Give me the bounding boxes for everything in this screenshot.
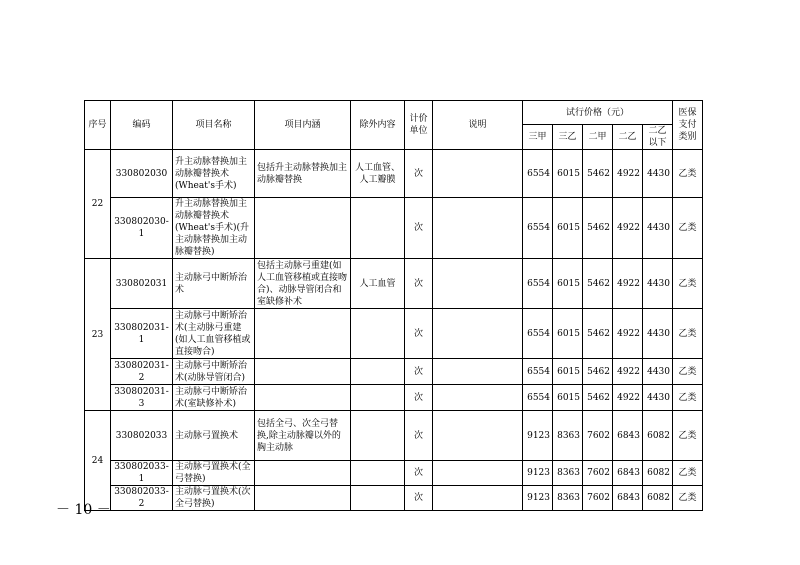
row-category: 乙类 [673, 411, 703, 461]
row-content: 包括升主动脉替换加主动脉瓣替换 [255, 150, 351, 198]
row-unit: 次 [405, 385, 433, 411]
row-code: 330802031-3 [111, 385, 173, 411]
row-excluded [351, 359, 405, 385]
row-seq: 24 [85, 411, 111, 511]
row-price-3a: 9123 [523, 461, 553, 486]
row-price-3b: 6015 [553, 309, 583, 359]
row-content [255, 486, 351, 511]
row-excluded [351, 411, 405, 461]
row-category: 乙类 [673, 309, 703, 359]
row-code: 330802031-1 [111, 309, 173, 359]
row-price-3b: 6015 [553, 385, 583, 411]
row-note [433, 259, 523, 309]
row-name: 主动脉弓置换术(全弓替换) [173, 461, 255, 486]
row-code: 330802031 [111, 259, 173, 309]
row-price-below: 4430 [643, 359, 673, 385]
row-price-2a: 5462 [583, 150, 613, 198]
row-price-2b: 6843 [613, 461, 643, 486]
row-unit: 次 [405, 259, 433, 309]
row-price-2b: 4922 [613, 259, 643, 309]
row-price-2b: 4922 [613, 385, 643, 411]
row-unit: 次 [405, 198, 433, 259]
header-unit: 计价单位 [405, 101, 433, 150]
row-price-2b: 6843 [613, 486, 643, 511]
row-category: 乙类 [673, 385, 703, 411]
row-excluded [351, 309, 405, 359]
row-price-2a: 5462 [583, 259, 613, 309]
price-table [84, 100, 703, 511]
table-row [85, 359, 703, 385]
row-category: 乙类 [673, 259, 703, 309]
header-level: 二乙 [613, 125, 643, 150]
row-note [433, 385, 523, 411]
row-price-below: 6082 [643, 411, 673, 461]
row-price-2b: 4922 [613, 359, 643, 385]
header-level: 二甲 [583, 125, 613, 150]
row-note [433, 359, 523, 385]
row-price-3a: 6554 [523, 198, 553, 259]
header-level: 三甲 [523, 125, 553, 150]
row-content: 包括全弓、次全弓替换,除主动脉瓣以外的胸主动脉 [255, 411, 351, 461]
row-code: 330802033-2 [111, 486, 173, 511]
row-price-below: 4430 [643, 259, 673, 309]
row-category: 乙类 [673, 150, 703, 198]
page-number: － 10 － [56, 502, 111, 518]
row-price-3b: 6015 [553, 259, 583, 309]
row-price-below: 4430 [643, 198, 673, 259]
row-category: 乙类 [673, 198, 703, 259]
row-unit: 次 [405, 359, 433, 385]
header-code: 编码 [111, 101, 173, 150]
table-row [85, 486, 703, 511]
header-insurance: 医保支付类别 [673, 101, 703, 150]
row-price-3a: 6554 [523, 259, 553, 309]
table-row [85, 461, 703, 486]
row-name: 主动脉弓置换术 [173, 411, 255, 461]
row-category: 乙类 [673, 461, 703, 486]
row-code: 330802031-2 [111, 359, 173, 385]
table-row [85, 150, 703, 198]
header-level: 三乙 [553, 125, 583, 150]
row-note [433, 486, 523, 511]
row-code: 330802033 [111, 411, 173, 461]
row-excluded [351, 198, 405, 259]
row-price-below: 6082 [643, 461, 673, 486]
row-price-2b: 4922 [613, 150, 643, 198]
row-price-3a: 6554 [523, 309, 553, 359]
row-price-3b: 8363 [553, 486, 583, 511]
row-price-2a: 5462 [583, 198, 613, 259]
row-price-3a: 6554 [523, 150, 553, 198]
row-note [433, 198, 523, 259]
row-unit: 次 [405, 411, 433, 461]
row-name: 主动脉弓置换术(次全弓替换) [173, 486, 255, 511]
row-price-2b: 6843 [613, 411, 643, 461]
row-content [255, 309, 351, 359]
row-content: 包括主动脉弓重建(如人工血管移植或直接吻合)、动脉导管闭合和室缺修补术 [255, 259, 351, 309]
row-price-2a: 5462 [583, 385, 613, 411]
row-price-3a: 6554 [523, 385, 553, 411]
row-seq: 23 [85, 259, 111, 411]
row-price-3b: 6015 [553, 198, 583, 259]
row-price-below: 6082 [643, 486, 673, 511]
row-content [255, 198, 351, 259]
row-name: 升主动脉替换加主动脉瓣替换术(Wheat's手术)(升主动脉替换加主动脉瓣替换) [173, 198, 255, 259]
row-code: 330802033-1 [111, 461, 173, 486]
row-note [433, 150, 523, 198]
header-price-group: 试行价格（元） [523, 101, 673, 125]
row-seq: 22 [85, 150, 111, 259]
row-category: 乙类 [673, 359, 703, 385]
row-excluded: 人工血管 [351, 259, 405, 309]
table-row [85, 385, 703, 411]
row-name: 主动脉弓中断矫治术(动脉导管闭合) [173, 359, 255, 385]
table-row [85, 198, 703, 259]
header-seq: 序号 [85, 101, 111, 150]
row-price-3a: 6554 [523, 359, 553, 385]
row-note [433, 309, 523, 359]
row-price-3b: 8363 [553, 411, 583, 461]
table-row [85, 259, 703, 309]
row-unit: 次 [405, 309, 433, 359]
row-note [433, 461, 523, 486]
row-price-below: 4430 [643, 150, 673, 198]
row-excluded [351, 385, 405, 411]
row-content [255, 385, 351, 411]
row-price-2a: 5462 [583, 309, 613, 359]
row-code: 330802030 [111, 150, 173, 198]
row-price-3b: 8363 [553, 461, 583, 486]
row-note [433, 411, 523, 461]
row-price-2a: 7602 [583, 461, 613, 486]
row-content [255, 461, 351, 486]
row-price-below: 4430 [643, 385, 673, 411]
header-name: 项目名称 [173, 101, 255, 150]
row-price-3a: 9123 [523, 486, 553, 511]
row-excluded: 人工血管、人工瓣膜 [351, 150, 405, 198]
row-price-2a: 7602 [583, 411, 613, 461]
header-note: 说明 [433, 101, 523, 150]
header-content: 项目内涵 [255, 101, 351, 150]
table-row [85, 309, 703, 359]
row-category: 乙类 [673, 486, 703, 511]
row-price-2b: 4922 [613, 198, 643, 259]
row-price-2b: 4922 [613, 309, 643, 359]
row-name: 主动脉弓中断矫治术 [173, 259, 255, 309]
row-price-below: 4430 [643, 309, 673, 359]
row-price-2a: 7602 [583, 486, 613, 511]
row-name: 主动脉弓中断矫治术(主动脉弓重建(如人工血管移植或直接吻合) [173, 309, 255, 359]
row-excluded [351, 461, 405, 486]
row-code: 330802030-1 [111, 198, 173, 259]
row-content [255, 359, 351, 385]
row-price-3a: 9123 [523, 411, 553, 461]
row-unit: 次 [405, 461, 433, 486]
row-unit: 次 [405, 150, 433, 198]
row-price-3b: 6015 [553, 150, 583, 198]
table-row [85, 411, 703, 461]
row-name: 主动脉弓中断矫治术(室缺修补术) [173, 385, 255, 411]
row-price-3b: 6015 [553, 359, 583, 385]
header-excluded: 除外内容 [351, 101, 405, 150]
row-name: 升主动脉替换加主动脉瓣替换术(Wheat's手术) [173, 150, 255, 198]
row-unit: 次 [405, 486, 433, 511]
header-level: 二乙以下 [643, 125, 673, 150]
row-price-2a: 5462 [583, 359, 613, 385]
row-excluded [351, 486, 405, 511]
